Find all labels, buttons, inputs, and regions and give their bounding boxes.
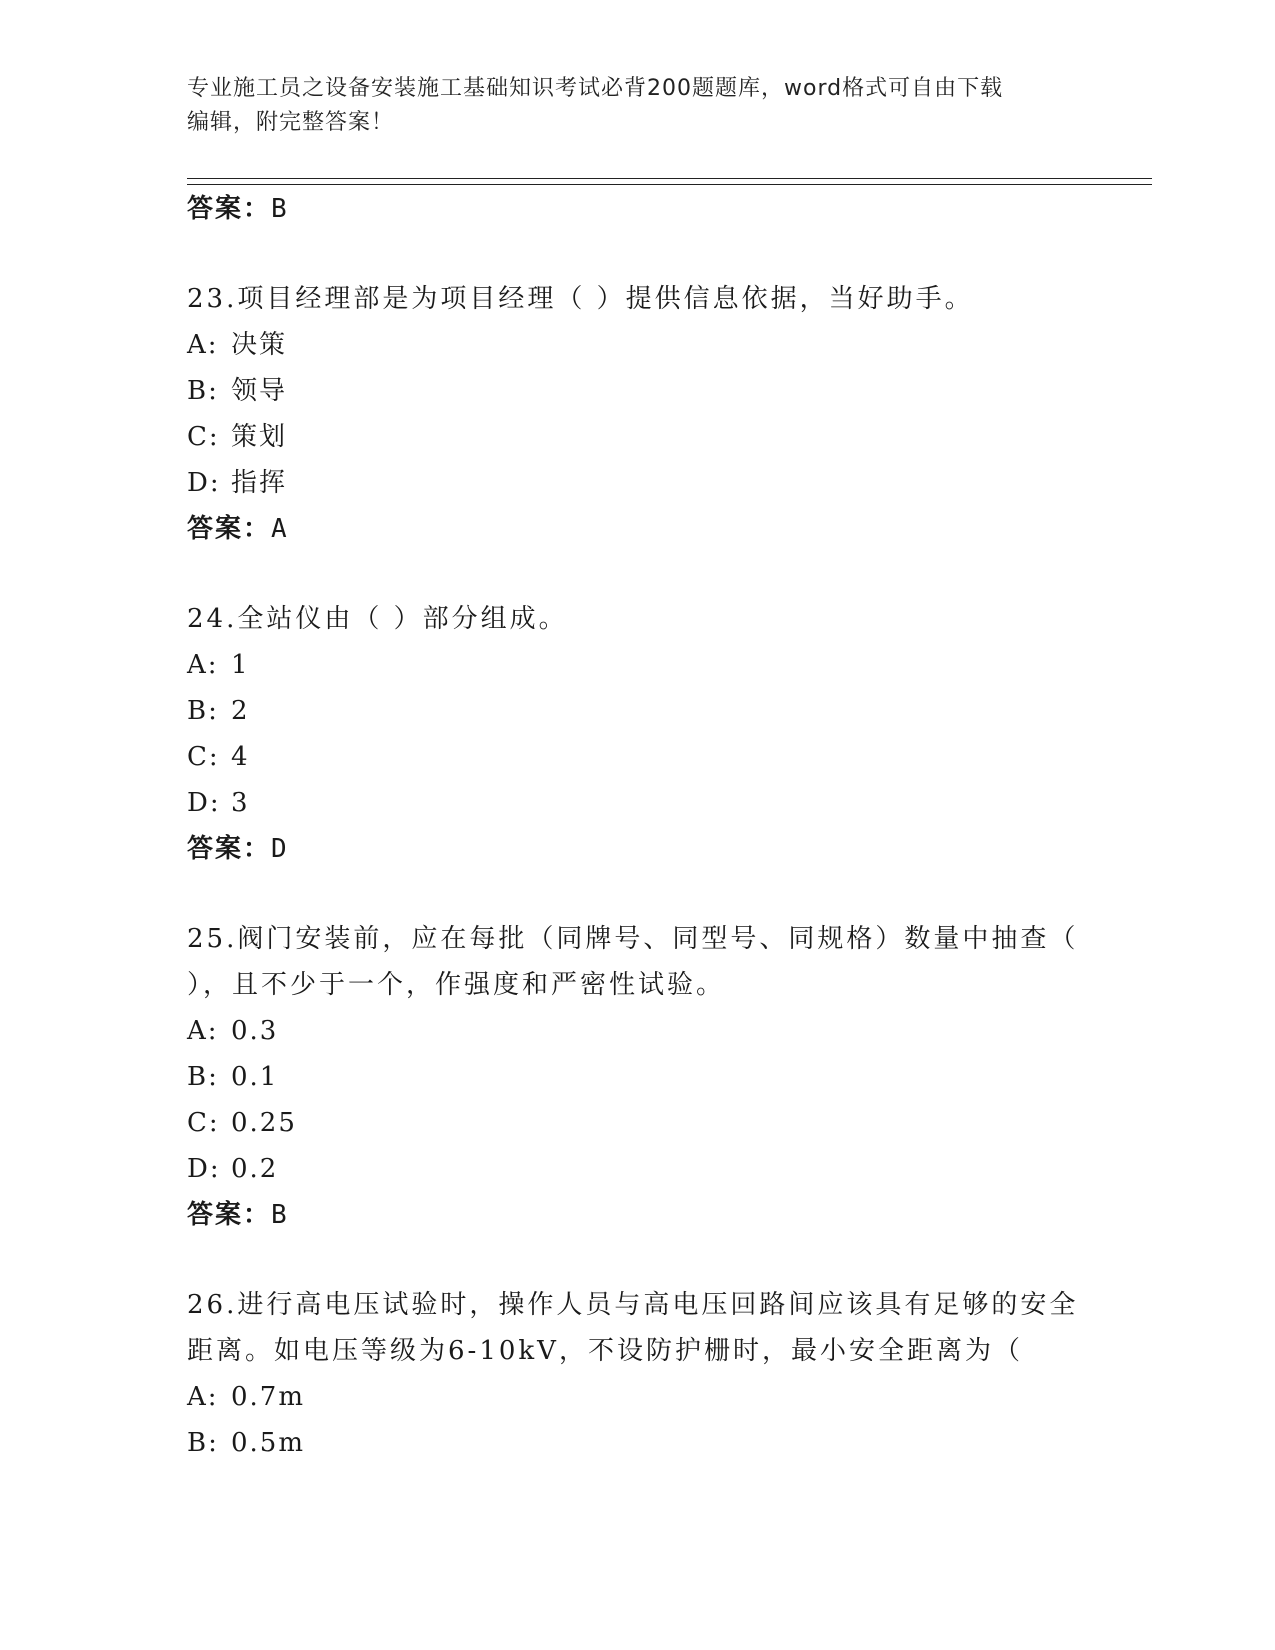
header-line-1: 专业施工员之设备安装施工基础知识考试必背200题题库，word格式可自由下载 (187, 76, 1004, 101)
option-text: 0.3 (231, 1016, 279, 1046)
option-letter: D: (187, 468, 221, 498)
option-text: 0.2 (231, 1154, 279, 1184)
answer-value: B (271, 1200, 289, 1230)
answer-label: 答案： (187, 194, 272, 224)
answer-value: D (271, 834, 289, 864)
option-letter: A: (187, 650, 219, 680)
option-text: 领导 (231, 376, 288, 406)
option-c (187, 414, 1087, 460)
spacer (187, 552, 1087, 596)
answer-value: A (271, 514, 289, 544)
question-24 (187, 596, 1087, 872)
header-rule-top (187, 178, 1152, 179)
option-letter: B: (187, 1062, 219, 1092)
option-a (187, 1374, 1087, 1420)
option-a (187, 1008, 1087, 1054)
question-stem-line-1: 25.阀门安装前，应在每批（同牌号、同型号、同规格）数量中抽查（ (187, 924, 1079, 954)
option-d (187, 780, 1087, 826)
option-letter: C: (187, 742, 220, 772)
option-d (187, 460, 1087, 506)
option-c (187, 734, 1087, 780)
answer-label: 答案： (187, 1200, 272, 1230)
option-text: 0.5m (231, 1428, 306, 1458)
option-text: 1 (231, 650, 250, 680)
option-c (187, 1100, 1087, 1146)
option-letter: B: (187, 376, 219, 406)
option-d (187, 1146, 1087, 1192)
option-letter: B: (187, 696, 219, 726)
option-letter: C: (187, 422, 220, 452)
question-stem: 24.全站仪由（ ）部分组成。 (187, 604, 568, 634)
header-line-2: 编辑，附完整答案！ (187, 110, 395, 135)
option-text: 0.1 (231, 1062, 279, 1092)
header-rule-bottom (187, 184, 1152, 185)
question-23 (187, 276, 1087, 552)
option-letter: A: (187, 1016, 219, 1046)
answer-line (187, 826, 1087, 872)
option-b (187, 1054, 1087, 1100)
option-letter: A: (187, 330, 219, 360)
option-text: 3 (231, 788, 250, 818)
option-b (187, 1420, 1087, 1466)
question-26 (187, 1282, 1087, 1466)
option-letter: D: (187, 788, 221, 818)
spacer (187, 1238, 1087, 1282)
option-text: 决策 (231, 330, 288, 360)
question-list (187, 186, 1087, 1466)
answer-label: 答案： (187, 834, 272, 864)
option-letter: C: (187, 1108, 220, 1138)
option-text: 0.25 (231, 1108, 297, 1138)
option-text: 4 (231, 742, 250, 772)
option-text: 指挥 (231, 468, 288, 498)
option-text: 2 (231, 696, 250, 726)
question-25 (187, 916, 1087, 1238)
spacer (187, 872, 1087, 916)
option-a (187, 322, 1087, 368)
answer-line (187, 1192, 1087, 1238)
question-stem-line-1: 26.进行高电压试验时，操作人员与高电压回路间应该具有足够的安全 (187, 1290, 1079, 1320)
option-b (187, 368, 1087, 414)
option-letter: D: (187, 1154, 221, 1184)
answer-value: B (271, 194, 289, 224)
answer-line (187, 186, 1087, 232)
question-stem-line-2: ），且不少于一个，作强度和严密性试验。 (187, 970, 726, 1000)
answer-label: 答案： (187, 514, 272, 544)
document-header (187, 72, 1067, 140)
option-letter: A: (187, 1382, 219, 1412)
option-text: 策划 (231, 422, 288, 452)
spacer (187, 232, 1087, 276)
option-b (187, 688, 1087, 734)
option-a (187, 642, 1087, 688)
answer-line (187, 506, 1087, 552)
question-stem-line-2: 距离。如电压等级为6-10kV，不设防护栅时，最小安全距离为（ (187, 1336, 1023, 1366)
question-stem: 23.项目经理部是为项目经理（ ）提供信息依据，当好助手。 (187, 284, 974, 314)
option-letter: B: (187, 1428, 219, 1458)
option-text: 0.7m (231, 1382, 306, 1412)
